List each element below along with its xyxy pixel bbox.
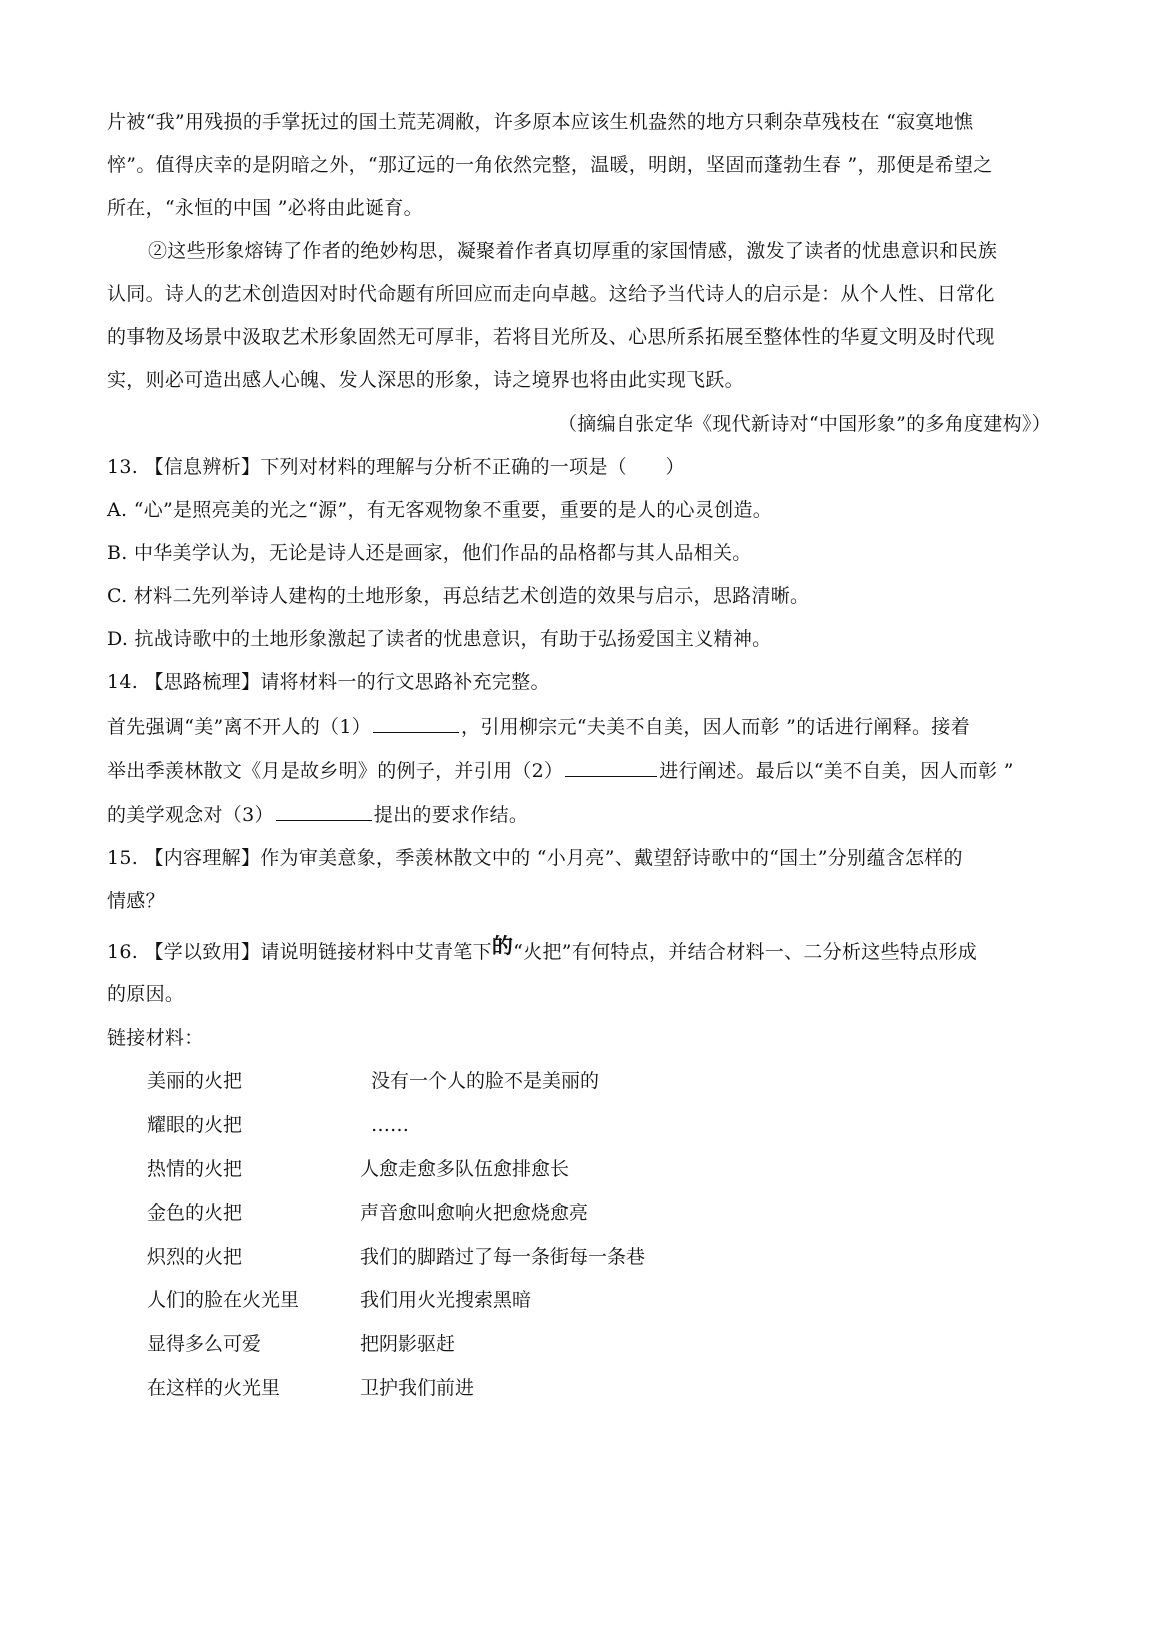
poem-right-line: 没有一个人的脸不是美丽的 — [371, 1070, 600, 1092]
passage-line: 所在，“永恒的中国 ”必将由此诞育。 — [107, 197, 423, 219]
poem-left-line: 美丽的火把 — [147, 1070, 243, 1092]
poem-left-line: 热情的火把 — [147, 1158, 243, 1180]
poem-left-line: 在这样的火光里 — [147, 1377, 281, 1399]
question-13-option-a: A. “心”是照亮美的光之“源”，有无客观物象不重要，重要的是人的心灵创造。 — [107, 499, 773, 521]
poem-left-line: 显得多么可爱 — [147, 1333, 262, 1355]
q14-text: 进行阐述。最后以“美不自美，因人而彰 ” — [659, 760, 1014, 782]
question-13-option-d: D. 抗战诗歌中的土地形象激起了读者的忧患意识，有助于弘扬爱国主义精神。 — [107, 628, 772, 650]
poem-right-line: …… — [371, 1114, 409, 1136]
poem-left-line: 耀眼的火把 — [147, 1114, 243, 1136]
answer-blank-3[interactable] — [276, 802, 372, 821]
question-16-line-1 — [107, 933, 978, 964]
poem-right-line: 我们用火光搜索黑暗 — [360, 1289, 532, 1311]
passage-line: 悴”。值得庆幸的是阴暗之外，“那辽远的一角依然完整，温暖，明朗，坚固而蓬勃生春 ”，那便是希望之 — [107, 154, 993, 176]
answer-blank-2[interactable] — [565, 758, 657, 777]
q14-text: 的美学观念对（3） — [107, 804, 274, 826]
question-15-line-1: 15. 【内容理解】作为审美意象，季羡林散文中的 “小月亮”、戴望舒诗歌中的“国土”分别蕴含怎样的 — [107, 847, 963, 869]
poem-left-line: 人们的脸在火光里 — [147, 1289, 300, 1311]
q14-text: 首先强调“美”离不开人的（1） — [107, 716, 372, 738]
question-13-option-c: C. 材料二先列举诗人建构的土地形象，再总结艺术创造的效果与启示，思路清晰。 — [107, 585, 810, 607]
q16-text: “火把”有何特点，并结合材料一、二分析这些特点形成 — [513, 941, 978, 963]
poem-left-line: 金色的火把 — [147, 1202, 243, 1224]
link-material-label: 链接材料： — [107, 1027, 204, 1049]
poem-right-line: 把阴影驱赶 — [360, 1333, 456, 1355]
q16-text: 16. 【学以致用】请说明链接材料中艾青笔下 — [107, 941, 492, 963]
q14-text: ，引用柳宗元“夫美不自美，因人而彰 ”的话进行阐释。接着 — [461, 716, 970, 738]
question-14-stem: 14. 【思路梳理】请将材料一的行文思路补充完整。 — [107, 671, 550, 693]
source-citation: （摘编自张定华《现代新诗对“中国形象”的多角度建构》） — [557, 413, 1051, 435]
poem-right-line: 声音愈叫愈响火把愈烧愈亮 — [360, 1202, 589, 1224]
question-15-line-2: 情感？ — [107, 890, 165, 912]
question-14-line-2 — [107, 758, 1014, 783]
paragraph-2-line: 实，则必可造出感人心魄、发人深思的形象，诗之境界也将由此实现飞跃。 — [107, 369, 744, 391]
answer-blank-1[interactable] — [373, 714, 459, 733]
q16-de-char: 的 — [491, 933, 514, 958]
paragraph-2-line: 认同。诗人的艺术创造因对时代命题有所回应而走向卓越。这给予当代诗人的启示是：从个人性、日常化 — [107, 283, 995, 305]
paragraph-2-line: 的事物及场景中汲取艺术形象固然无可厚非，若将目光所及、心思所系拓展至整体性的华夏文明及时代现 — [107, 326, 995, 348]
q14-text: 提出的要求作结。 — [373, 804, 529, 826]
poem-right-line: 卫护我们前进 — [360, 1377, 475, 1399]
question-16-line-2: 的原因。 — [107, 983, 185, 1005]
passage-line: 片被“我”用残损的手掌抚过的国土荒芜凋敝，许多原本应该生机盎然的地方只剩杂草残枝在 “寂寞地憔 — [107, 111, 974, 133]
question-13-stem: 13. 【信息辨析】下列对材料的理解与分析不正确的一项是（ ） — [107, 456, 685, 478]
paragraph-2-line: ②这些形象熔铸了作者的绝妙构思，凝聚着作者真切厚重的家国情感，激发了读者的忧患意识和民族 — [148, 240, 998, 262]
question-13-option-b: B. 中华美学认为，无论是诗人还是画家，他们作品的品格都与其人品相关。 — [107, 542, 752, 564]
q14-text: 举出季羡林散文《月是故乡明》的例子，并引用（2） — [107, 760, 564, 782]
question-14-line-1 — [107, 714, 970, 739]
poem-left-line: 炽烈的火把 — [147, 1246, 243, 1268]
question-14-line-3 — [107, 802, 528, 827]
poem-right-line: 我们的脚踏过了每一条街每一条巷 — [360, 1246, 646, 1268]
poem-right-line: 人愈走愈多队伍愈排愈长 — [360, 1158, 570, 1180]
